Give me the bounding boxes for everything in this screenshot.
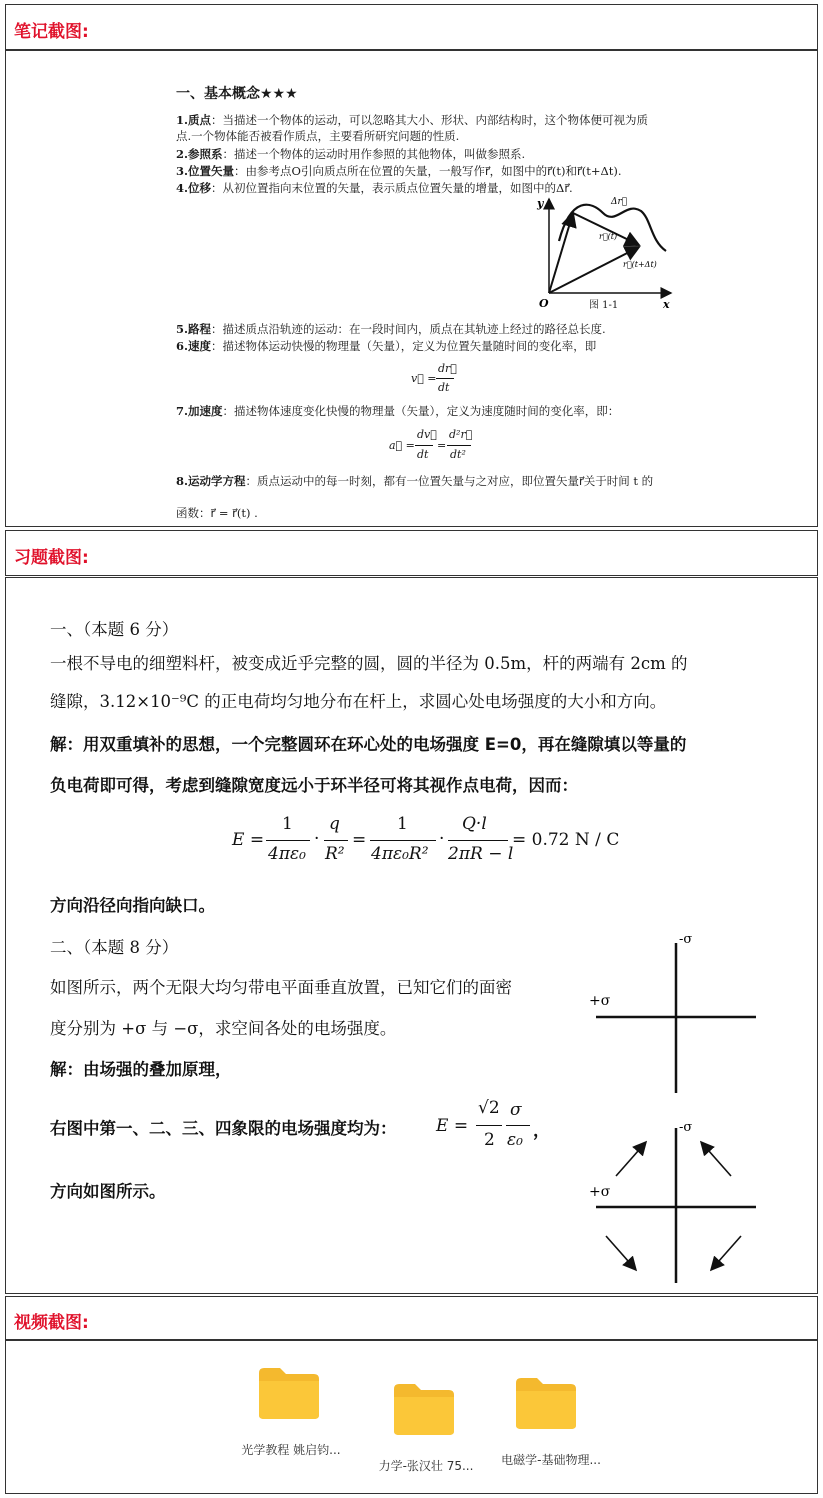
q2-eq-end: ， [533, 1121, 550, 1141]
acc-eq-lhs: a⃗ = [389, 439, 415, 452]
notes-p2 [176, 147, 525, 162]
q1-eq-f4d: 2πR − l [448, 844, 514, 864]
q2-eq-n1: √2 [478, 1098, 500, 1118]
q1-eq-f1d: 4πε₀ [268, 844, 306, 864]
notes-p2-term: 2.参照系 [176, 147, 223, 161]
notes-section-title: 笔记截图: [14, 22, 89, 42]
acc-eq-bar1 [415, 445, 433, 446]
q1-eq-dot1: · [314, 829, 320, 849]
notes-p4-text: ：从初位置指向末位置的矢量，表示质点位置矢量的增量，如图中的Δr⃗. [211, 181, 573, 195]
fig-label-rt: r⃗(t) [599, 232, 618, 241]
folder-label-electromagnetism: 电磁学-基础物理... [501, 1453, 601, 1467]
field-arrow-q1 [701, 1142, 731, 1176]
q1-eq-result: = 0.72 N / C [512, 830, 620, 850]
q1-eq-f3d: 4πε₀R² [371, 844, 429, 864]
exercise-panel [5, 577, 818, 1294]
acc-eq-num2: d²r⃗ [449, 428, 473, 441]
fig-caption: 图 1-1 [589, 300, 619, 311]
fig-vector-rtdt [549, 247, 639, 293]
notes-p7 [176, 404, 619, 419]
q2-solution-line2: 右图中第一、二、三、四象限的电场强度均为： [50, 1119, 397, 1138]
notes-p4-term: 4.位移 [176, 181, 212, 195]
velocity-eq-bar [436, 378, 454, 379]
q2-eq-d1: 2 [484, 1130, 495, 1150]
notes-panel [5, 50, 818, 527]
q1-equation [232, 814, 632, 874]
notes-p5-term: 5.路程 [176, 322, 212, 336]
notes-p7-text: ：描述物体速度变化快慢的物理量（矢量），定义为速度随时间的变化率，即： [222, 404, 620, 418]
label-pos-sigma-1: +σ [589, 993, 611, 1009]
video-panel [5, 1340, 818, 1494]
notes-p1-term: 1.质点 [176, 113, 212, 127]
notes-p5 [176, 322, 606, 337]
label-neg-sigma-2: -σ [679, 1120, 693, 1135]
q1-eq-f2n: q [329, 814, 340, 834]
acc-eq-mid: = [437, 439, 447, 452]
acc-eq-bar2 [447, 445, 471, 446]
fig-label-y: y [537, 197, 544, 210]
acceleration-eq [389, 427, 489, 465]
notes-p3 [176, 164, 622, 179]
notes-p6-term: 6.速度 [176, 339, 212, 353]
acc-eq-num1: dv⃗ [417, 428, 437, 441]
q2-heading: 二、（本题 8 分） [50, 938, 179, 957]
notes-p1-text: ：当描述一个物体的运动，可以忽略其大小、形状、内部结构时，这个物体便可视为质 [211, 113, 649, 127]
folder-icon [256, 1365, 322, 1421]
acc-eq-den1: dt [417, 448, 429, 461]
folder-icon [391, 1381, 457, 1437]
fig-label-dr: Δr⃗ [611, 197, 628, 207]
folder-item-mechanics[interactable] [361, 1377, 491, 1477]
q1-heading: 一、（本题 6 分） [50, 620, 179, 639]
velocity-eq-num: dr⃗ [438, 362, 457, 375]
q1-line2: 缝隙，3.12×10⁻⁹C 的正电荷均匀地分布在杆上，求圆心处电场强度的大小和方向。 [50, 692, 667, 711]
velocity-eq-den: dt [438, 381, 450, 394]
fig-label-x: x [663, 298, 670, 311]
q1-eq-bar3 [370, 840, 436, 841]
notes-p7-term: 7.加速度 [176, 404, 223, 418]
folder-label-optics: 光学教程 姚启钧... [241, 1443, 341, 1457]
fig-trajectory [559, 205, 666, 251]
folder-item-optics[interactable] [226, 1361, 356, 1461]
q1-eq-eq: = [352, 830, 367, 850]
video-section-title: 视频截图: [14, 1313, 89, 1333]
q2-eq-d2: ε₀ [507, 1130, 523, 1150]
q2-eq-bar2 [506, 1125, 530, 1126]
label-neg-sigma-1: -σ [679, 933, 693, 947]
fig-label-rtdt: r⃗(t+Δt) [623, 260, 657, 269]
field-arrow-q2 [616, 1142, 646, 1176]
notes-p6-text: ：描述物体运动快慢的物理量（矢量），定义为位置矢量随时间的变化率，即 [211, 339, 597, 353]
exercise-section-title: 习题截图: [14, 548, 89, 568]
fig-vector-rt [549, 213, 573, 293]
q2-equation [436, 1098, 566, 1156]
q1-eq-f4n: Q·l [462, 814, 487, 834]
q1-direction: 方向沿径向指向缺口。 [50, 896, 215, 915]
notes-title-bar [5, 4, 818, 50]
q2-solution-line3: 方向如图所示。 [50, 1182, 166, 1201]
folder-label-mechanics: 力学-张汉壮 75... [378, 1459, 474, 1473]
q1-eq-bar1 [266, 840, 310, 841]
notes-p1 [176, 113, 648, 128]
folder-icon [513, 1375, 579, 1431]
field-figure [581, 1118, 766, 1288]
q1-eq-E: E = [232, 830, 265, 850]
q2-eq-n2: σ [510, 1100, 522, 1120]
q2-solution-line1: 解：由场强的叠加原理， [50, 1060, 232, 1079]
q1-line1: 一根不导电的细塑料杆，被变成近乎完整的圆，圆的半径为 0.5m，杆的两端有 2cm 的 [50, 654, 688, 673]
acc-eq-den2: dt² [450, 448, 466, 461]
q1-solution-line1: 解：用双重填补的思想，一个完整圆环在环心处的电场强度 E=0，再在缝隙填以等量的 [50, 735, 687, 754]
notes-p8-term: 8.运动学方程 [176, 474, 246, 488]
notes-p8-text: ：质点运动中的每一时刻，都有一位置矢量与之对应，即位置矢量r⃗关于时间 t 的 [245, 474, 654, 488]
label-pos-sigma-2: +σ [589, 1184, 611, 1200]
folder-item-electromagnetism[interactable] [481, 1371, 611, 1471]
video-title-bar [5, 1296, 818, 1340]
notes-p3-text: ：由参考点O引向质点所在位置的矢量，一般写作r⃗，如图中的r⃗(t)和r⃗(t+Δt). [234, 164, 622, 178]
q1-eq-f3n: 1 [397, 814, 408, 834]
q1-eq-bar4 [448, 840, 508, 841]
q1-eq-bar2 [324, 840, 348, 841]
field-arrow-q4 [711, 1236, 741, 1270]
notes-p5-text: ：描述质点沿轨迹的运动：在一段时间内，质点在其轨迹上经过的路径总长度. [211, 322, 606, 336]
q1-solution-line2: 负电荷即可得，考虑到缝隙宽度远小于环半径可将其视作点电荷，因而： [50, 776, 578, 795]
notes-p1b: 点.一个物体能否被看作质点，主要看所研究问题的性质. [176, 129, 460, 143]
notes-p3-term: 3.位置矢量 [176, 164, 235, 178]
notes-p2-text: ：描述一个物体的运动时用作参照的其他物体，叫做参照系. [222, 147, 526, 161]
q1-eq-f1n: 1 [282, 814, 293, 834]
q1-eq-f2d: R² [325, 844, 345, 864]
notes-p4 [176, 181, 573, 196]
exercise-title-bar [5, 530, 818, 576]
velocity-eq-lhs: v⃗ = [411, 372, 437, 385]
notes-p8 [176, 474, 653, 489]
q2-eq-E: E = [436, 1116, 469, 1136]
velocity-eq [411, 361, 471, 397]
fig-label-o: O [539, 297, 549, 310]
notes-heading: 一、基本概念★★★ [176, 86, 298, 102]
q1-eq-dot2: · [439, 829, 445, 849]
notes-p6 [176, 339, 596, 354]
notes-p8b: 函数：r⃗ = r⃗(t) . [176, 506, 258, 520]
planes-figure [581, 933, 766, 1098]
q2-line2: 度分别为 +σ 与 −σ，求空间各处的电场强度。 [50, 1019, 397, 1038]
field-arrow-q3 [606, 1236, 636, 1270]
q2-eq-bar1 [476, 1125, 502, 1126]
q2-line1: 如图所示，两个无限大均匀带电平面垂直放置，已知它们的面密 [50, 978, 512, 997]
